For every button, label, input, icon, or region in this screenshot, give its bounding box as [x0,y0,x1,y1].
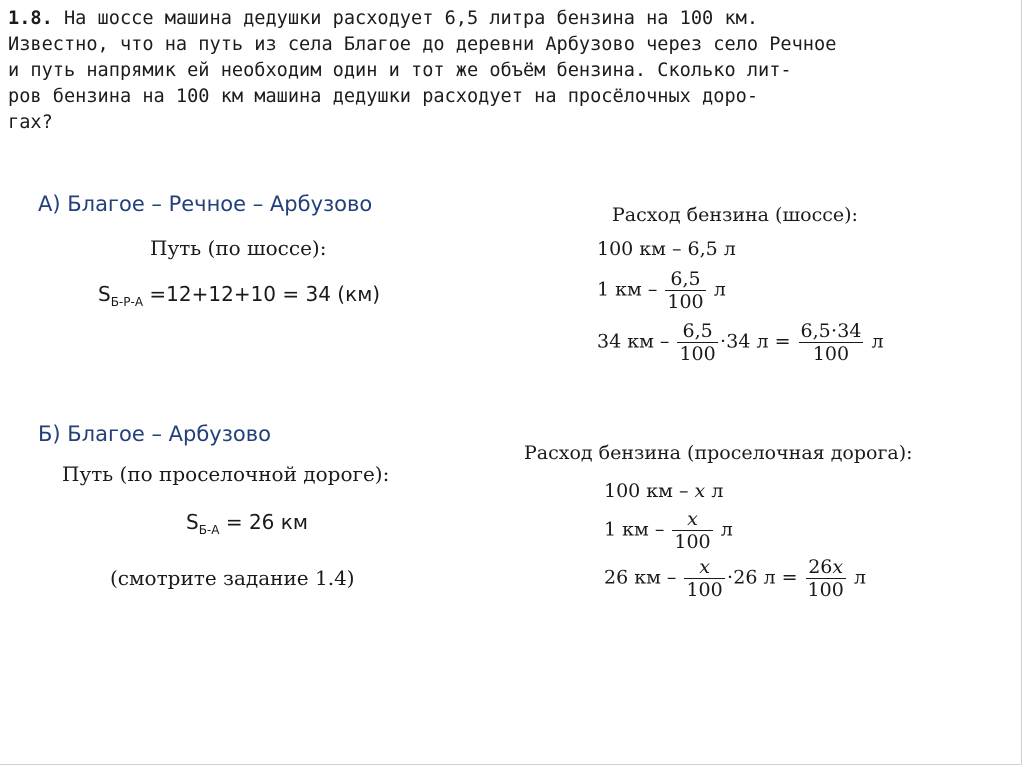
problem-number: 1.8. [8,8,53,29]
section-b-row-1: 100 км – x л [604,480,724,502]
fraction: $\frac{6,5}{100}$ [667,268,704,313]
section-b-path-label: Путь (по проселочной дороге): [62,462,390,486]
fraction: $\frac{x}{100}$ [686,556,723,601]
section-a-row-2: 1 км – $\frac{6,5}{100}$ л [597,268,726,313]
problem-line-1: На шоссе машина дедушки расходует 6,5 литра бензина на 100 км. [52,8,759,29]
distance-subscript: Б-Р-А [110,295,144,309]
problem-line-4: ров бензина на 100 км машина дедушки расходует на просёлочных доро- [8,86,759,107]
distance-symbol: S [98,282,111,306]
problem-statement [8,6,1008,136]
distance-expression: =12+12+10 = 34 (км) [143,282,381,306]
section-a-row-3: 34 км – $\frac{6,5}{100}$ ⋅34 л = $\frac{6,5\cdot 34}{100}$ л [597,320,884,365]
section-b-reference: (смотрите задание 1.4) [110,566,355,590]
section-b-row-2: 1 км – $\frac{x}{100}$ л [604,508,733,553]
section-a-row-1: 100 км – 6,5 л [597,238,736,260]
section-a-path-label: Путь (по шоссе): [150,236,327,260]
distance-symbol: S [186,510,199,534]
problem-line-2: Известно, что на путь из села Благое до деревни Арбузово через село Речное [8,34,837,55]
fraction: $\frac{6,5}{100}$ [679,320,716,365]
distance-subscript: Б-А [198,523,220,537]
section-a-consumption-title: Расход бензина (шоссе): [612,204,858,226]
section-a-heading: А) Благое – Речное – Арбузово [38,192,373,216]
section-b-heading: Б) Благое – Арбузово [38,422,271,446]
section-b-path-formula [186,510,308,537]
problem-line-5: гах? [8,112,53,133]
fraction: $\frac{6,5\cdot 34}{100}$ [800,320,862,365]
distance-expression: = 26 км [219,510,308,534]
section-b-row-3: 26 км – $\frac{x}{100}$ ⋅26 л = $\frac{26x}{100}$ л [604,556,866,601]
fraction: $\frac{x}{100}$ [674,508,711,553]
fraction: $\frac{26x}{100}$ [807,556,844,601]
problem-line-3: и путь напрямик ей необходим один и тот же объём бензина. Сколько лит- [8,60,792,81]
section-a-path-formula [98,282,380,309]
section-b-consumption-title: Расход бензина (проселочная дорога): [524,442,913,464]
